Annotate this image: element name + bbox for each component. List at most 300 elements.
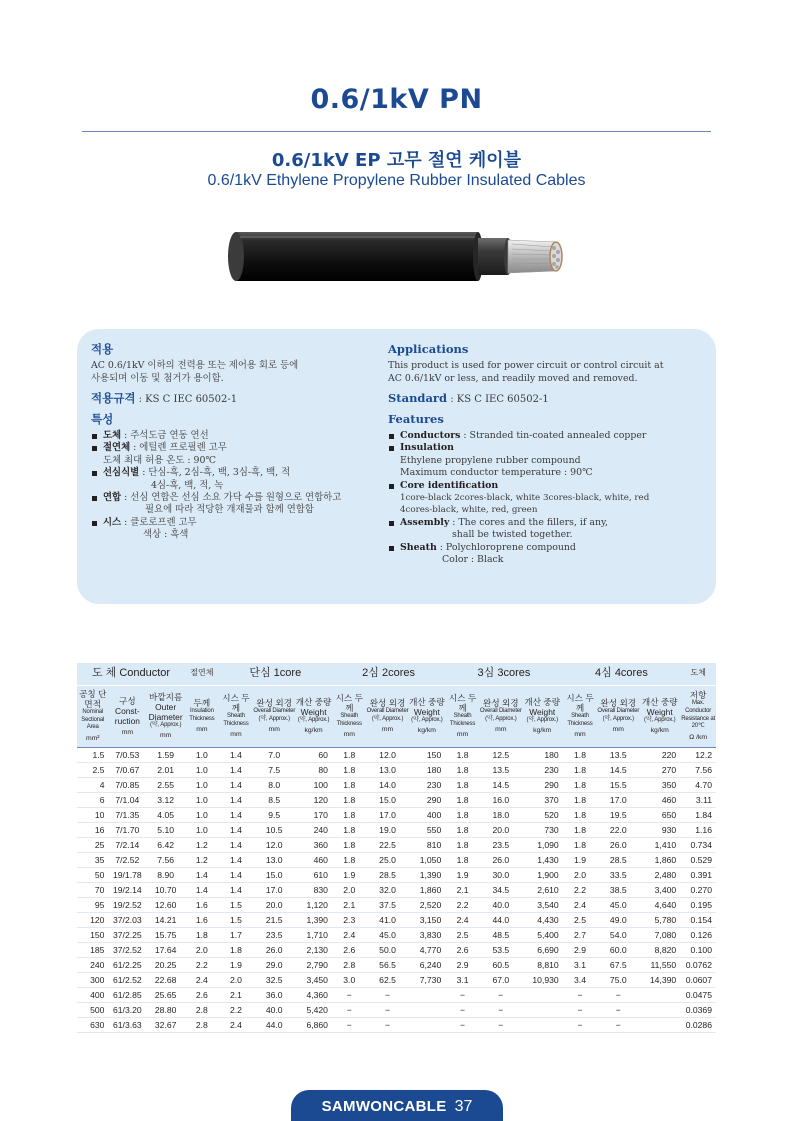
- table-cell: 53.5: [492, 944, 510, 955]
- table-cell: 2,790: [306, 959, 328, 970]
- table-cell: 38.5: [609, 884, 627, 895]
- table-cell: 0.0475: [685, 989, 712, 1000]
- table-cell: 3.0: [343, 974, 356, 985]
- table-cell: 2.2: [574, 884, 586, 895]
- table-cell: 2.9: [456, 959, 469, 970]
- table-cell: 7/0.67: [115, 764, 140, 775]
- table-cell: 2.9: [574, 944, 586, 955]
- table-cell: 49.0: [609, 914, 627, 925]
- table-cell: −: [385, 1019, 391, 1030]
- table-cell: 1.8: [456, 839, 469, 850]
- table-cell: 4.70: [695, 779, 712, 790]
- table-cell: 6,690: [537, 944, 559, 955]
- table-cell: 2.3: [343, 914, 356, 925]
- table-cell: 7.0: [268, 749, 281, 760]
- two-cores-group-header: 2심 2cores: [332, 663, 445, 685]
- table-cell: 80: [318, 764, 328, 775]
- table-cell: 28.80: [154, 1004, 177, 1015]
- resistance-group-header: 도체: [680, 663, 716, 685]
- table-cell: 2,520: [419, 899, 442, 910]
- table-cell: 1.4: [229, 884, 242, 895]
- table-cell: [639, 1017, 680, 1032]
- table-cell: 2.5: [574, 914, 586, 925]
- korean-description: [91, 343, 383, 542]
- table-cell: 7/0.53: [115, 749, 140, 760]
- table-cell: 14.0: [379, 779, 396, 790]
- table-cell: 44.0: [492, 914, 510, 925]
- table-cell: 12.60: [154, 899, 177, 910]
- ko-feature-core-2: 4심-흑, 백, 적, 녹: [151, 479, 224, 491]
- table-cell: 2.1: [456, 884, 469, 895]
- table-cell: 7/1.70: [115, 824, 140, 835]
- table-cell: 7,730: [419, 974, 442, 985]
- table-cell: 1.16: [695, 824, 712, 835]
- ko-feature-insulation: 절연체 : 에틸렌 프로필렌 고무: [91, 442, 383, 454]
- table-cell: 6,860: [306, 1019, 328, 1030]
- table-cell: 4,360: [306, 989, 328, 1000]
- table-cell: 23.5: [265, 929, 283, 940]
- table-cell: 1.4: [195, 884, 208, 895]
- table-cell: 2,610: [537, 884, 559, 895]
- table-cell: 1.8: [456, 809, 469, 820]
- table-cell: 4,770: [419, 944, 442, 955]
- table-cell: 370: [544, 794, 559, 805]
- table-cell: 1.8: [456, 824, 469, 835]
- table-cell: 3.11: [695, 794, 712, 805]
- table-cell: 350: [661, 779, 677, 790]
- table-cell: 2.4: [456, 914, 469, 925]
- table-cell: 61/2.52: [113, 974, 142, 985]
- table-cell: 18.0: [492, 809, 510, 820]
- table-cell: 1.4: [229, 794, 242, 805]
- table-cell: 2.8: [343, 959, 356, 970]
- table-cell: 2.0: [343, 884, 356, 895]
- table-cell: 3.1: [574, 959, 586, 970]
- english-subtitle: 0.6/1kV Ethylene Propylene Rubber Insulated Cables: [207, 172, 586, 189]
- table-cell: −: [577, 1019, 583, 1030]
- table-cell: −: [346, 1004, 352, 1015]
- table-row: [77, 807, 716, 822]
- table-row: [77, 1002, 716, 1017]
- table-cell: 17.64: [154, 944, 177, 955]
- table-cell: 7.56: [157, 854, 175, 865]
- table-cell: 2.0: [229, 974, 242, 985]
- table-cell: 2.4: [195, 974, 208, 985]
- table-cell: 28.5: [609, 854, 627, 865]
- table-cell: 4: [99, 779, 105, 790]
- table-cell: 32.5: [265, 974, 283, 985]
- table-cell: 360: [313, 839, 328, 850]
- table-cell: −: [460, 1019, 466, 1030]
- table-cell: 2.6: [343, 944, 356, 955]
- table-cell: 6.42: [157, 839, 175, 850]
- table-cell: 2.0: [574, 869, 586, 880]
- table-cell: 1.4: [229, 779, 242, 790]
- table-cell: 37/2.25: [113, 929, 142, 940]
- table-cell: −: [460, 1004, 466, 1015]
- table-cell: 17.0: [379, 809, 396, 820]
- table-cell: 37.5: [379, 899, 396, 910]
- table-cell: 3,450: [306, 974, 328, 985]
- table-cell: 7/2.14: [115, 839, 140, 850]
- table-cell: 7/1.04: [115, 794, 140, 805]
- table-cell: 1.8: [574, 794, 586, 805]
- table-cell: 7.5: [268, 764, 281, 775]
- table-cell: 1.4: [195, 869, 208, 880]
- en-application-line-2: AC 0.6/1kV or less, and readily moved and removed.: [388, 372, 638, 384]
- table-cell: 120: [313, 794, 328, 805]
- table-cell: 1.8: [456, 764, 469, 775]
- ko-standard: 적용규격 : KS C IEC 60502-1: [91, 391, 238, 406]
- table-cell: 35: [94, 854, 105, 865]
- ko-feature-sheath-2: 색상 : 흑색: [143, 529, 189, 541]
- weight-2c-header: 개산 중량 Weight (약, Approx.) kg/km: [409, 685, 446, 747]
- table-cell: 120: [90, 914, 105, 925]
- table-cell: 2.8: [195, 1004, 208, 1015]
- table-cell: 4,430: [537, 914, 559, 925]
- table-cell: 1.8: [229, 944, 242, 955]
- table-cell: 1.4: [229, 809, 242, 820]
- table-cell: 10.5: [265, 824, 283, 835]
- table-cell: 29.0: [265, 959, 283, 970]
- table-cell: 1.9: [229, 959, 242, 970]
- table-cell: 22.68: [154, 974, 177, 985]
- table-cell: 23.5: [492, 839, 510, 850]
- table-cell: 50.0: [379, 944, 396, 955]
- table-cell: 1.9: [574, 854, 586, 865]
- weight-1c-header: 개산 중량 Weight (약, Approx.) kg/km: [295, 685, 332, 747]
- en-application-line-1: This product is used for power circuit or control circuit at: [388, 360, 664, 372]
- table-cell: 1.0: [195, 764, 208, 775]
- table-cell: 61/3.20: [113, 1004, 142, 1015]
- table-cell: 1.8: [343, 839, 356, 850]
- table-cell: 13.0: [265, 854, 283, 865]
- table-cell: 730: [544, 824, 559, 835]
- table-cell: 8,820: [654, 944, 677, 955]
- table-cell: 1.4: [229, 869, 242, 880]
- table-cell: 0.734: [690, 839, 712, 850]
- table-cell: 34.5: [492, 884, 510, 895]
- table-cell: 60: [318, 749, 328, 760]
- table-cell: 2.01: [157, 764, 175, 775]
- overall-diameter-2c-header: 완성 외경 Overall Diameter (약, Approx.) mm: [367, 685, 409, 747]
- table-cell: 1,860: [419, 884, 442, 895]
- table-cell: 400: [426, 809, 442, 820]
- en-feature-assembly: Assembly : The cores and the fillers, if any,: [388, 517, 706, 529]
- table-cell: 1.8: [574, 779, 586, 790]
- table-cell: 0.270: [690, 884, 712, 895]
- table-cell: 1.8: [343, 764, 356, 775]
- ko-feature-insulation-2: 도체 최대 허용 온도 : 90℃: [103, 454, 216, 466]
- table-cell: 1.8: [456, 749, 469, 760]
- table-cell: 180: [426, 764, 442, 775]
- en-feature-assembly-2: shall be twisted together.: [452, 529, 573, 541]
- table-cell: 10.70: [154, 884, 177, 895]
- table-cell: 610: [313, 869, 328, 880]
- table-cell: 220: [661, 749, 677, 760]
- table-cell: 12.5: [492, 749, 510, 760]
- table-cell: 2.2: [195, 959, 208, 970]
- table-cell: 48.5: [492, 929, 510, 940]
- table-cell: 1.9: [456, 869, 469, 880]
- insulation-thickness-column-header: 두께 Insulation Thickness mm: [185, 685, 219, 747]
- table-cell: 5.10: [157, 824, 175, 835]
- table-cell: 19.0: [379, 824, 396, 835]
- table-cell: 1.2: [195, 854, 208, 865]
- table-cell: 1.5: [92, 749, 105, 760]
- table-cell: 4.05: [157, 809, 175, 820]
- ko-feature-assembly-2: 필요에 따라 적당한 개재물과 함께 연합함: [145, 504, 314, 516]
- table-cell: 30.0: [492, 869, 510, 880]
- table-cell: 16: [94, 824, 105, 835]
- table-cell: −: [385, 989, 391, 1000]
- table-cell: 17.0: [609, 794, 627, 805]
- table-cell: 3,150: [419, 914, 442, 925]
- table-cell: 520: [544, 809, 559, 820]
- table-cell: [409, 1002, 446, 1017]
- table-row: [77, 762, 716, 777]
- specification-table-body: [77, 747, 716, 1032]
- table-cell: 8.90: [157, 869, 175, 880]
- table-cell: 20.0: [492, 824, 510, 835]
- table-cell: 2.2: [456, 899, 469, 910]
- table-cell: 1,860: [654, 854, 677, 865]
- table-cell: 290: [426, 794, 442, 805]
- table-cell: 2.1: [343, 899, 356, 910]
- table-cell: 2.5: [92, 764, 105, 775]
- table-cell: −: [385, 1004, 391, 1015]
- table-cell: 61/2.85: [113, 989, 142, 1000]
- table-cell: [522, 987, 563, 1002]
- table-cell: 8.5: [268, 794, 281, 805]
- table-cell: 8,810: [537, 959, 559, 970]
- table-cell: [639, 987, 680, 1002]
- table-cell: 1.5: [229, 914, 242, 925]
- table-row: [77, 912, 716, 927]
- table-cell: 1,900: [537, 869, 559, 880]
- table-cell: 1.8: [343, 749, 356, 760]
- area-column-header: 공칭 단면적 Nominal Sectional Area mm²: [77, 685, 108, 747]
- table-row: [77, 867, 716, 882]
- table-cell: 3,400: [654, 884, 677, 895]
- ko-feature-conductor: 도체 : 주석도금 연동 연선: [91, 430, 383, 442]
- table-cell: 1.4: [229, 749, 242, 760]
- table-cell: 7/2.52: [115, 854, 140, 865]
- footer-brand: SAMWONCABLE: [321, 1098, 447, 1115]
- table-cell: 630: [90, 1019, 105, 1030]
- specification-table: [77, 663, 716, 1033]
- table-cell: 10,930: [532, 974, 559, 985]
- table-cell: 2.55: [157, 779, 175, 790]
- table-cell: 19/1.78: [113, 869, 142, 880]
- table-cell: 19.5: [609, 809, 627, 820]
- table-cell: 15.75: [154, 929, 177, 940]
- table-cell: 41.0: [379, 914, 396, 925]
- table-cell: 1.8: [456, 779, 469, 790]
- en-standard: Standard : KS C IEC 60502-1: [388, 391, 549, 406]
- table-cell: 1.8: [574, 764, 586, 775]
- table-cell: 25.0: [379, 854, 396, 865]
- table-row: [77, 852, 716, 867]
- table-cell: 0.391: [690, 869, 712, 880]
- table-cell: 0.126: [690, 929, 712, 940]
- overall-diameter-3c-header: 완성 외경 Overall Diameter (약, Approx.) mm: [480, 685, 522, 747]
- table-cell: 62.5: [379, 974, 396, 985]
- en-features-heading: Features: [388, 411, 444, 426]
- table-cell: 0.0607: [685, 974, 712, 985]
- en-feature-core-2: 1core-black 2cores-black, white 3cores-black, white, red: [400, 493, 650, 504]
- sheath-thickness-2c-header: 시스 두께 Sheath Thickness mm: [332, 685, 367, 747]
- table-cell: 70: [94, 884, 105, 895]
- table-cell: 19/2.52: [113, 899, 142, 910]
- table-cell: 6: [99, 794, 105, 805]
- table-cell: 15.5: [609, 779, 627, 790]
- conductor-group-header: 도 체 Conductor: [77, 663, 185, 685]
- table-cell: 45.0: [609, 899, 627, 910]
- table-cell: 0.154: [690, 914, 712, 925]
- table-cell: 13.0: [379, 764, 396, 775]
- table-cell: 1.7: [229, 929, 242, 940]
- table-cell: 5,420: [306, 1004, 328, 1015]
- table-row: [77, 777, 716, 792]
- table-cell: 20.25: [154, 959, 177, 970]
- insulation-group-header: 절연체: [185, 663, 219, 685]
- table-cell: 1,710: [306, 929, 328, 940]
- table-cell: 3.1: [456, 974, 469, 985]
- english-description: [388, 343, 706, 567]
- table-cell: 1.4: [229, 824, 242, 835]
- table-cell: 270: [661, 764, 677, 775]
- single-core-group-header: 단심 1core: [219, 663, 332, 685]
- table-row: [77, 972, 716, 987]
- table-cell: 1.8: [456, 794, 469, 805]
- table-cell: 300: [90, 974, 105, 985]
- table-cell: 2.4: [574, 899, 586, 910]
- table-cell: 1.84: [695, 809, 712, 820]
- en-feature-sheath-2: Color : Black: [442, 554, 504, 566]
- en-feature-core: Core identification: [388, 480, 706, 492]
- table-cell: 1.4: [229, 854, 242, 865]
- table-cell: 1.9: [343, 869, 356, 880]
- construction-column-header: 구성 Const-ruction mm: [108, 685, 146, 747]
- table-cell: 2.6: [456, 944, 469, 955]
- table-cell: 1.8: [195, 929, 208, 940]
- table-cell: 2.4: [343, 929, 356, 940]
- table-cell: 460: [313, 854, 328, 865]
- table-cell: −: [346, 1019, 352, 1030]
- table-row: [77, 957, 716, 972]
- table-cell: 1.8: [343, 809, 356, 820]
- table-cell: 1.8: [343, 824, 356, 835]
- table-cell: 12.0: [379, 749, 396, 760]
- table-cell: 400: [90, 989, 105, 1000]
- table-cell: [522, 1002, 563, 1017]
- table-cell: 1,430: [537, 854, 559, 865]
- table-cell: 9.5: [268, 809, 281, 820]
- table-cell: 1.5: [229, 899, 242, 910]
- overall-diameter-4c-header: 완성 외경 Overall Diameter (약, Approx.) mm: [597, 685, 639, 747]
- table-cell: 32.67: [154, 1019, 177, 1030]
- table-cell: 3.4: [574, 974, 586, 985]
- table-cell: 150: [426, 749, 442, 760]
- table-cell: 21.5: [265, 914, 283, 925]
- en-feature-insulation: Insulation: [388, 442, 706, 454]
- table-cell: 0.0369: [685, 1004, 712, 1015]
- table-cell: 61/3.63: [113, 1019, 142, 1030]
- table-cell: 460: [661, 794, 677, 805]
- table-cell: 7,080: [654, 929, 677, 940]
- table-cell: 1.59: [157, 749, 175, 760]
- page-number: 37: [454, 1098, 473, 1115]
- table-cell: 1.0: [195, 824, 208, 835]
- table-cell: 1.8: [574, 839, 586, 850]
- table-cell: 650: [661, 809, 677, 820]
- table-cell: 2.1: [229, 989, 242, 1000]
- table-cell: 26.0: [492, 854, 510, 865]
- table-cell: 0.195: [690, 899, 712, 910]
- table-cell: 1.8: [574, 824, 586, 835]
- table-cell: 1.8: [343, 854, 356, 865]
- table-cell: 40.0: [492, 899, 510, 910]
- table-cell: 44.0: [265, 1019, 283, 1030]
- table-cell: 1.6: [195, 914, 208, 925]
- table-cell: −: [346, 989, 352, 1000]
- table-cell: 50: [94, 869, 105, 880]
- table-cell: 26.0: [609, 839, 627, 850]
- table-cell: 26.0: [265, 944, 283, 955]
- table-row: [77, 792, 716, 807]
- table-cell: 3,540: [537, 899, 559, 910]
- table-row: [77, 882, 716, 897]
- table-cell: 32.0: [379, 884, 396, 895]
- overall-diameter-1c-header: 완성 외경 Overall Diameter (약, Approx.) mm: [253, 685, 295, 747]
- table-cell: 28.5: [379, 869, 396, 880]
- cable-cross-section-image: [220, 224, 580, 286]
- table-cell: 25: [94, 839, 105, 850]
- table-cell: 7/1.35: [115, 809, 140, 820]
- table-row: [77, 897, 716, 912]
- table-cell: 4,640: [654, 899, 677, 910]
- table-cell: 13.5: [609, 749, 627, 760]
- table-row: [77, 822, 716, 837]
- table-cell: 2,130: [306, 944, 328, 955]
- table-cell: −: [460, 989, 466, 1000]
- table-cell: 10: [94, 809, 105, 820]
- table-cell: 230: [544, 764, 559, 775]
- table-cell: 1.8: [574, 749, 586, 760]
- ko-application-heading: 적용: [91, 342, 114, 356]
- table-cell: 22.5: [379, 839, 396, 850]
- title-divider: [82, 131, 711, 132]
- table-cell: 54.0: [609, 929, 627, 940]
- en-feature-conductor: Conductors : Stranded tin-coated annealed copper: [388, 430, 706, 442]
- table-cell: 60.5: [492, 959, 510, 970]
- table-cell: 2.2: [229, 1004, 242, 1015]
- sheath-thickness-4c-header: 시스 두께 Sheath Thickness mm: [563, 685, 598, 747]
- sheath-thickness-3c-header: 시스 두께 Sheath Thickness mm: [445, 685, 480, 747]
- table-cell: 67.0: [492, 974, 510, 985]
- ko-application-line-2: 사용되며 이동 및 첨거가 용이함.: [91, 372, 224, 384]
- table-cell: 1.4: [229, 839, 242, 850]
- table-row: [77, 987, 716, 1002]
- page-title: 0.6/1kV PN: [310, 84, 483, 115]
- table-cell: 6,240: [419, 959, 442, 970]
- table-cell: 33.5: [609, 869, 627, 880]
- table-cell: 1,120: [306, 899, 328, 910]
- table-cell: 7.56: [695, 764, 712, 775]
- table-cell: 7/0.85: [115, 779, 140, 790]
- ko-feature-assembly: 연합 : 선심 연합은 선심 소요 가닥 수를 원형으로 연합하고: [91, 492, 383, 504]
